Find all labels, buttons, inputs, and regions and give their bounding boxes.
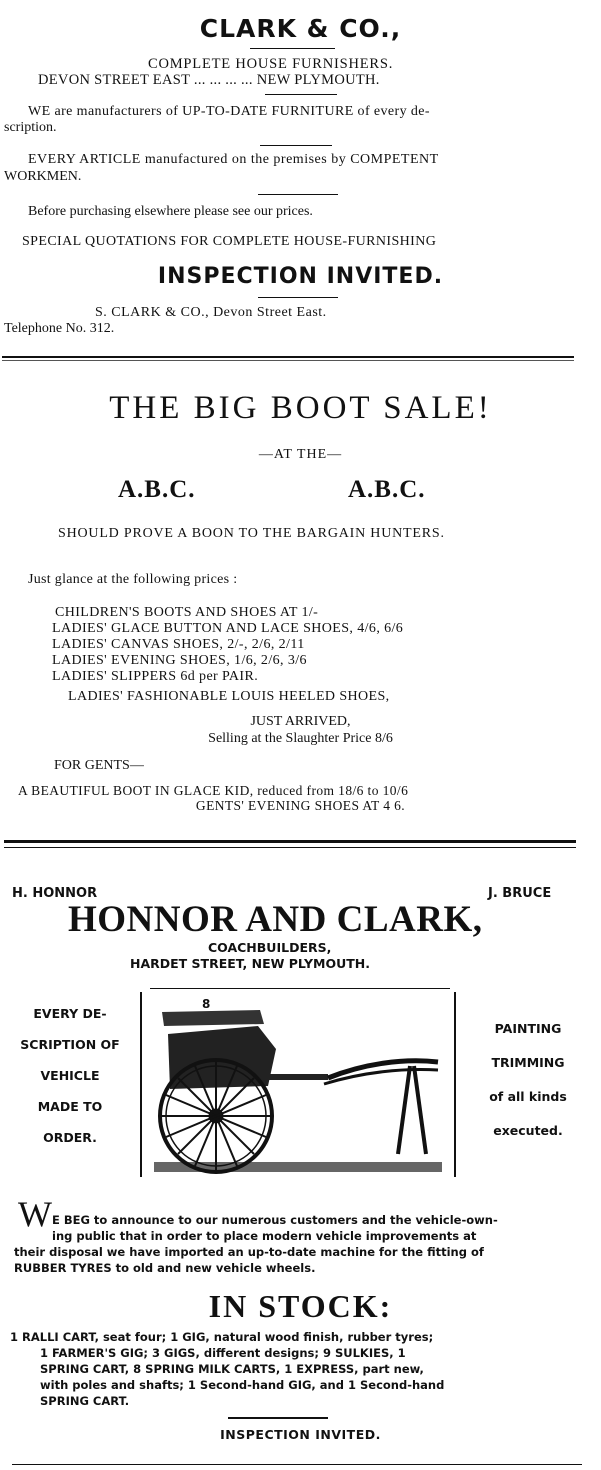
section-separator <box>4 840 576 843</box>
clark-paragraph: WE are manufacturers of UP-TO-DATE FURNITURE of every de- <box>28 104 430 119</box>
section-separator <box>2 360 574 361</box>
clark-signature: S. CLARK & CO., Devon Street East. <box>95 305 327 320</box>
clark-paragraph: EVERY ARTICLE manufactured on the premises by COMPETENT <box>28 152 439 167</box>
boot-slaughter: Selling at the Slaughter Price 8/6 <box>208 731 393 746</box>
clark-title: CLARK & CO., <box>199 14 402 43</box>
right-col-line: executed. <box>493 1123 563 1138</box>
clark-inspection: INSPECTION INVITED. <box>157 264 444 289</box>
boot-for-gents: FOR GENTS— <box>54 758 144 773</box>
honnor-address: HARDET STREET, NEW PLYMOUTH. <box>130 956 370 971</box>
right-col-line: PAINTING <box>494 1021 562 1036</box>
left-col-line: ORDER. <box>43 1130 97 1145</box>
left-column <box>8 998 132 1153</box>
section-separator <box>4 847 576 848</box>
gig-cart-illustration <box>148 994 448 1178</box>
divider <box>250 48 335 49</box>
abc-name: A.B.C. <box>348 476 426 503</box>
right-column <box>464 1012 592 1148</box>
clark-address: DEVON STREET EAST ... ... ... ... NEW PLYMOUTH. <box>38 72 380 88</box>
left-col-line: MADE TO <box>37 1099 103 1114</box>
clark-telephone: Telephone No. 312. <box>4 321 115 336</box>
partner-right: J. BRUCE <box>488 886 552 901</box>
boot-boon: SHOULD PROVE A BOON TO THE BARGAIN HUNTERS. <box>58 526 445 541</box>
partner-left: H. HONNOR <box>12 886 98 901</box>
price-line: LADIES' EVENING SHOES, 1/6, 2/6, 3/6 <box>52 653 307 668</box>
divider <box>228 1417 328 1419</box>
announce-dropcap: W <box>18 1194 52 1234</box>
right-col-line: of all kinds <box>489 1089 567 1104</box>
boot-beautiful: A BEAUTIFUL BOOT IN GLACE KID, reduced from 18/6 to 10/6 <box>18 783 409 798</box>
announce-line: their disposal we have imported an up-to-date machine for the fitting of <box>14 1245 484 1259</box>
stock-line: 1 FARMER'S GIG; 3 GIGS, different designs; 9 SULKIES, 1 <box>40 1346 406 1360</box>
price-line: CHILDREN'S BOOTS AND SHOES AT 1/- <box>55 605 319 620</box>
frame-left-rule <box>140 992 142 1177</box>
clark-quotations: SPECIAL QUOTATIONS FOR COMPLETE HOUSE-FURNISHING <box>22 234 437 249</box>
announce-line: ing public that in order to place modern vehicle improvements at <box>52 1229 477 1243</box>
left-col-line: SCRIPTION OF <box>20 1037 120 1052</box>
boot-glance: Just glance at the following prices : <box>28 572 238 587</box>
divider <box>258 297 338 298</box>
stock-line: with poles and shafts; 1 Second-hand GIG, and 1 Second-hand <box>40 1378 445 1392</box>
stock-line: SPRING CART, 8 SPRING MILK CARTS, 1 EXPRESS, part new, <box>40 1362 424 1376</box>
abc-name: A.B.C. <box>118 476 196 503</box>
clark-subtitle: COMPLETE HOUSE FURNISHERS. <box>148 56 394 72</box>
clark-paragraph: Before purchasing elsewhere please see our prices. <box>28 204 313 219</box>
in-stock-title: IN STOCK: <box>208 1288 393 1324</box>
left-col-line: VEHICLE <box>40 1068 100 1083</box>
divider <box>260 145 332 146</box>
boot-just-arrived: JUST ARRIVED, <box>250 714 351 729</box>
bottom-rule <box>12 1464 582 1465</box>
boot-gents-evening: GENTS' EVENING SHOES AT 4 6. <box>195 798 406 813</box>
stock-line: 1 RALLI CART, seat four; 1 GIG, natural wood finish, rubber tyres; <box>10 1330 434 1344</box>
section-separator <box>2 356 574 358</box>
price-line: LADIES' GLACE BUTTON AND LACE SHOES, 4/6, 6/6 <box>52 621 404 636</box>
price-line: LADIES' SLIPPERS 6d per PAIR. <box>52 669 259 684</box>
clark-paragraph-cont: WORKMEN. <box>4 169 82 184</box>
divider <box>265 94 337 95</box>
boot-at-the: —AT THE— <box>258 447 343 462</box>
boot-sale-title: THE BIG BOOT SALE! <box>109 390 492 426</box>
frame-top-rule <box>150 988 450 989</box>
frame-right-rule <box>454 992 456 1177</box>
divider <box>258 194 338 195</box>
price-line: LADIES' CANVAS SHOES, 2/-, 2/6, 2/11 <box>52 637 305 652</box>
clark-paragraph-cont: scription. <box>4 120 57 135</box>
announce-line: RUBBER TYRES to old and new vehicle wheels. <box>14 1261 316 1275</box>
announce-line: E BEG to announce to our numerous customers and the vehicle-own- <box>52 1213 498 1227</box>
honnor-subtitle: COACHBUILDERS, <box>208 940 332 955</box>
honnor-inspection: INSPECTION INVITED. <box>220 1427 381 1442</box>
honnor-title: HONNOR AND CLARK, <box>68 899 483 940</box>
stock-line: SPRING CART. <box>40 1394 130 1408</box>
cart-label: 8 <box>202 997 211 1011</box>
right-col-line: TRIMMING <box>491 1055 565 1070</box>
price-line: LADIES' FASHIONABLE LOUIS HEELED SHOES, <box>68 689 390 704</box>
left-col-line: EVERY DE- <box>33 1006 107 1021</box>
